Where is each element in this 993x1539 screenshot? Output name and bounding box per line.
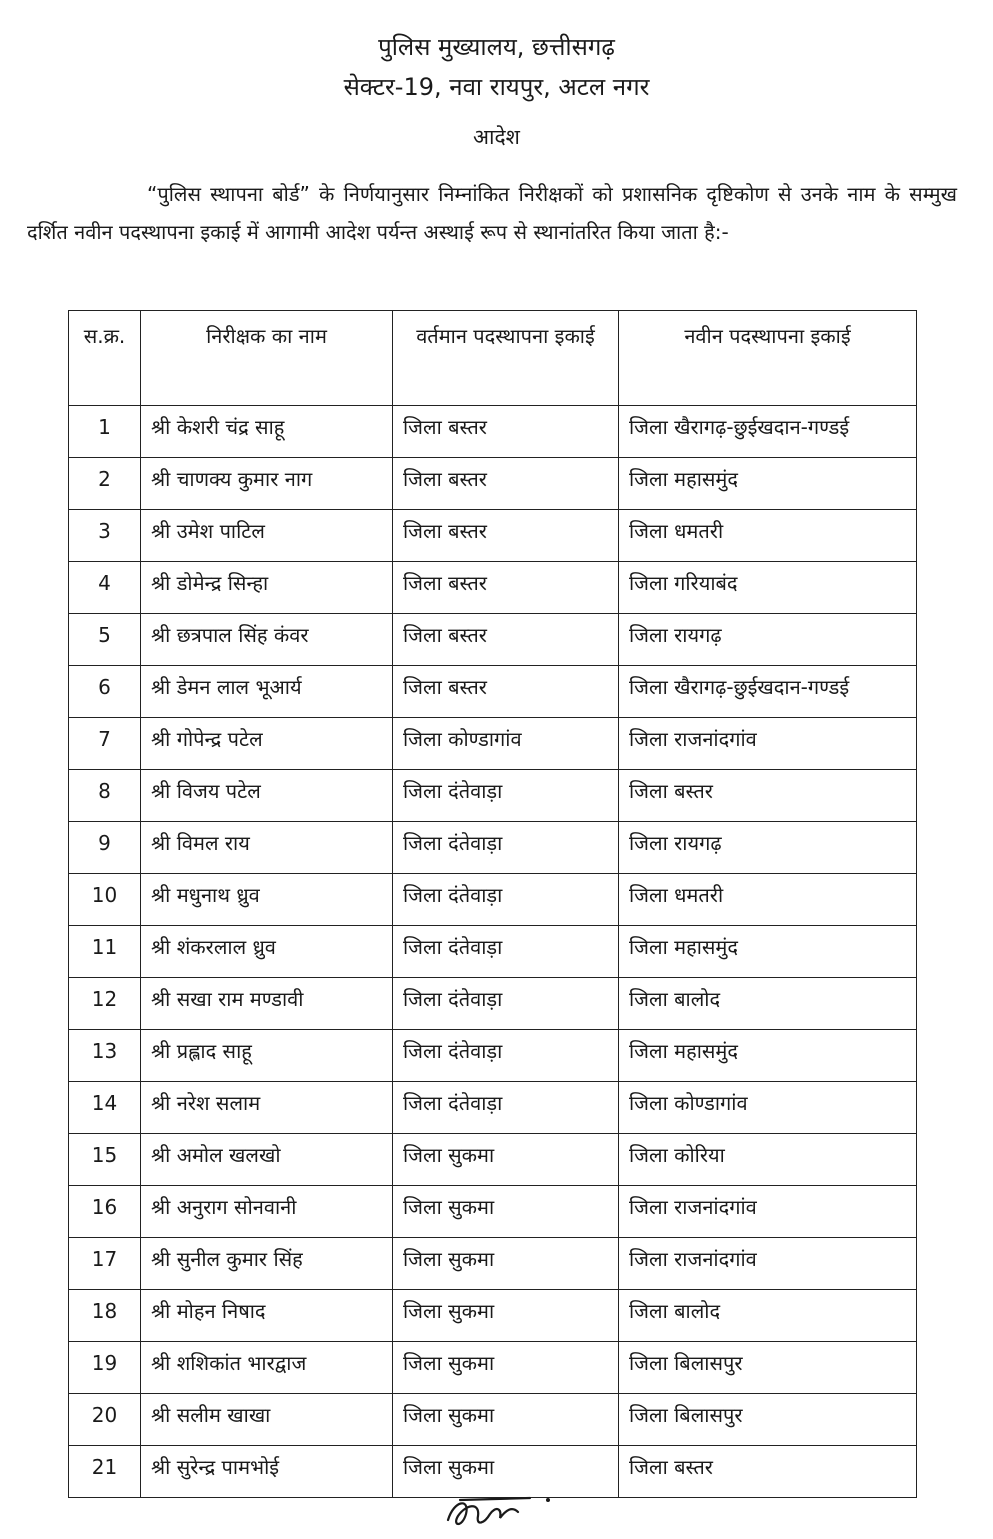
cell-new-unit: जिला रायगढ़ [619, 614, 917, 666]
cell-inspector-name: श्री सुनील कुमार सिंह [141, 1238, 393, 1290]
cell-new-unit: जिला बिलासपुर [619, 1394, 917, 1446]
table-row [69, 1290, 917, 1342]
cell-inspector-name: श्री अमोल खलखो [141, 1134, 393, 1186]
table-row [69, 978, 917, 1030]
cell-current-unit: जिला दंतेवाड़ा [393, 978, 619, 1030]
cell-serial: 1 [69, 406, 141, 458]
cell-serial: 5 [69, 614, 141, 666]
order-paragraph: “पुलिस स्थापना बोर्ड” के निर्णयानुसार निम्नांकित निरीक्षकों को प्रशासनिक दृष्टिकोण से उनके नाम के सम्मुख दर्शित नवीन पदस्थापना इकाई में आगामी आदेश पर्यन्त अस्थाई रूप से स्थानांतरित किया जाता है:- [27, 182, 957, 244]
cell-serial: 3 [69, 510, 141, 562]
cell-new-unit: जिला कोरिया [619, 1134, 917, 1186]
cell-inspector-name: श्री सखा राम मण्डावी [141, 978, 393, 1030]
cell-serial: 17 [69, 1238, 141, 1290]
table-row [69, 510, 917, 562]
table-row [69, 614, 917, 666]
table-header-row [69, 311, 917, 406]
table-row [69, 926, 917, 978]
cell-current-unit: जिला दंतेवाड़ा [393, 926, 619, 978]
cell-inspector-name: श्री प्रह्लाद साहू [141, 1030, 393, 1082]
table-row [69, 458, 917, 510]
table-row [69, 1394, 917, 1446]
cell-new-unit: जिला बिलासपुर [619, 1342, 917, 1394]
cell-current-unit: जिला दंतेवाड़ा [393, 770, 619, 822]
table-row [69, 718, 917, 770]
cell-inspector-name: श्री अनुराग सोनवानी [141, 1186, 393, 1238]
cell-current-unit: जिला कोण्डागांव [393, 718, 619, 770]
cell-inspector-name: श्री विजय पटेल [141, 770, 393, 822]
cell-new-unit: जिला बालोद [619, 978, 917, 1030]
cell-serial: 11 [69, 926, 141, 978]
cell-inspector-name: श्री मधुनाथ ध्रुव [141, 874, 393, 926]
cell-inspector-name: श्री केशरी चंद्र साहू [141, 406, 393, 458]
cell-serial: 21 [69, 1446, 141, 1498]
cell-current-unit: जिला दंतेवाड़ा [393, 1030, 619, 1082]
cell-serial: 15 [69, 1134, 141, 1186]
cell-serial: 8 [69, 770, 141, 822]
cell-current-unit: जिला सुकमा [393, 1134, 619, 1186]
cell-serial: 12 [69, 978, 141, 1030]
transfer-table [68, 310, 917, 1498]
cell-current-unit: जिला दंतेवाड़ा [393, 874, 619, 926]
cell-current-unit: जिला सुकमा [393, 1290, 619, 1342]
table-row [69, 1134, 917, 1186]
office-name: पुलिस मुख्यालय, छत्तीसगढ़ [378, 33, 615, 61]
header-serial: स.क्र. [69, 311, 141, 406]
cell-current-unit: जिला दंतेवाड़ा [393, 822, 619, 874]
cell-new-unit: जिला बस्तर [619, 1446, 917, 1498]
cell-inspector-name: श्री मोहन निषाद [141, 1290, 393, 1342]
cell-serial: 7 [69, 718, 141, 770]
cell-inspector-name: श्री डोमेन्द्र सिन्हा [141, 562, 393, 614]
table-row [69, 1030, 917, 1082]
cell-new-unit: जिला बस्तर [619, 770, 917, 822]
cell-current-unit: जिला बस्तर [393, 406, 619, 458]
cell-new-unit: जिला कोण्डागांव [619, 1082, 917, 1134]
cell-current-unit: जिला बस्तर [393, 666, 619, 718]
table-row [69, 822, 917, 874]
cell-current-unit: जिला सुकमा [393, 1342, 619, 1394]
cell-inspector-name: श्री चाणक्य कुमार नाग [141, 458, 393, 510]
cell-new-unit: जिला गरियाबंद [619, 562, 917, 614]
cell-new-unit: जिला खैरागढ़-छुईखदान-गण्डई [619, 406, 917, 458]
cell-new-unit: जिला राजनांदगांव [619, 1238, 917, 1290]
cell-serial: 4 [69, 562, 141, 614]
table-row [69, 666, 917, 718]
cell-current-unit: जिला बस्तर [393, 562, 619, 614]
cell-current-unit: जिला सुकमा [393, 1446, 619, 1498]
cell-new-unit: जिला धमतरी [619, 874, 917, 926]
cell-new-unit: जिला महासमुंद [619, 1030, 917, 1082]
cell-inspector-name: श्री विमल राय [141, 822, 393, 874]
cell-new-unit: जिला रायगढ़ [619, 822, 917, 874]
cell-inspector-name: श्री नरेश सलाम [141, 1082, 393, 1134]
header-new-unit: नवीन पदस्थापना इकाई [619, 311, 917, 406]
cell-inspector-name: श्री गोपेन्द्र पटेल [141, 718, 393, 770]
cell-serial: 9 [69, 822, 141, 874]
cell-inspector-name: श्री डेमन लाल भूआर्य [141, 666, 393, 718]
table-row [69, 874, 917, 926]
cell-new-unit: जिला महासमुंद [619, 458, 917, 510]
cell-current-unit: जिला सुकमा [393, 1238, 619, 1290]
table-row [69, 1342, 917, 1394]
cell-serial: 20 [69, 1394, 141, 1446]
table-row [69, 562, 917, 614]
table-row [69, 1186, 917, 1238]
cell-serial: 10 [69, 874, 141, 926]
cell-new-unit: जिला खैरागढ़-छुईखदान-गण्डई [619, 666, 917, 718]
cell-current-unit: जिला दंतेवाड़ा [393, 1082, 619, 1134]
header-current-unit: वर्तमान पदस्थापना इकाई [393, 311, 619, 406]
header-inspector-name: निरीक्षक का नाम [141, 311, 393, 406]
cell-inspector-name: श्री सुरेन्द्र पामभोई [141, 1446, 393, 1498]
cell-serial: 14 [69, 1082, 141, 1134]
office-address: सेक्टर-19, नवा रायपुर, अटल नगर [343, 73, 650, 101]
table-row [69, 1238, 917, 1290]
cell-serial: 2 [69, 458, 141, 510]
cell-inspector-name: श्री शशिकांत भारद्वाज [141, 1342, 393, 1394]
cell-current-unit: जिला सुकमा [393, 1394, 619, 1446]
cell-inspector-name: श्री सलीम खाखा [141, 1394, 393, 1446]
document-title: आदेश [473, 125, 520, 149]
cell-serial: 16 [69, 1186, 141, 1238]
table-row [69, 770, 917, 822]
table-row [69, 406, 917, 458]
cell-serial: 6 [69, 666, 141, 718]
cell-inspector-name: श्री उमेश पाटिल [141, 510, 393, 562]
cell-current-unit: जिला बस्तर [393, 510, 619, 562]
cell-current-unit: जिला बस्तर [393, 458, 619, 510]
cell-new-unit: जिला धमतरी [619, 510, 917, 562]
cell-inspector-name: श्री छत्रपाल सिंह कंवर [141, 614, 393, 666]
cell-new-unit: जिला राजनांदगांव [619, 1186, 917, 1238]
cell-new-unit: जिला महासमुंद [619, 926, 917, 978]
signature [440, 1480, 570, 1535]
cell-new-unit: जिला बालोद [619, 1290, 917, 1342]
cell-inspector-name: श्री शंकरलाल ध्रुव [141, 926, 393, 978]
cell-serial: 13 [69, 1030, 141, 1082]
cell-current-unit: जिला सुकमा [393, 1186, 619, 1238]
cell-new-unit: जिला राजनांदगांव [619, 718, 917, 770]
cell-serial: 19 [69, 1342, 141, 1394]
table-row [69, 1082, 917, 1134]
cell-current-unit: जिला बस्तर [393, 614, 619, 666]
cell-serial: 18 [69, 1290, 141, 1342]
